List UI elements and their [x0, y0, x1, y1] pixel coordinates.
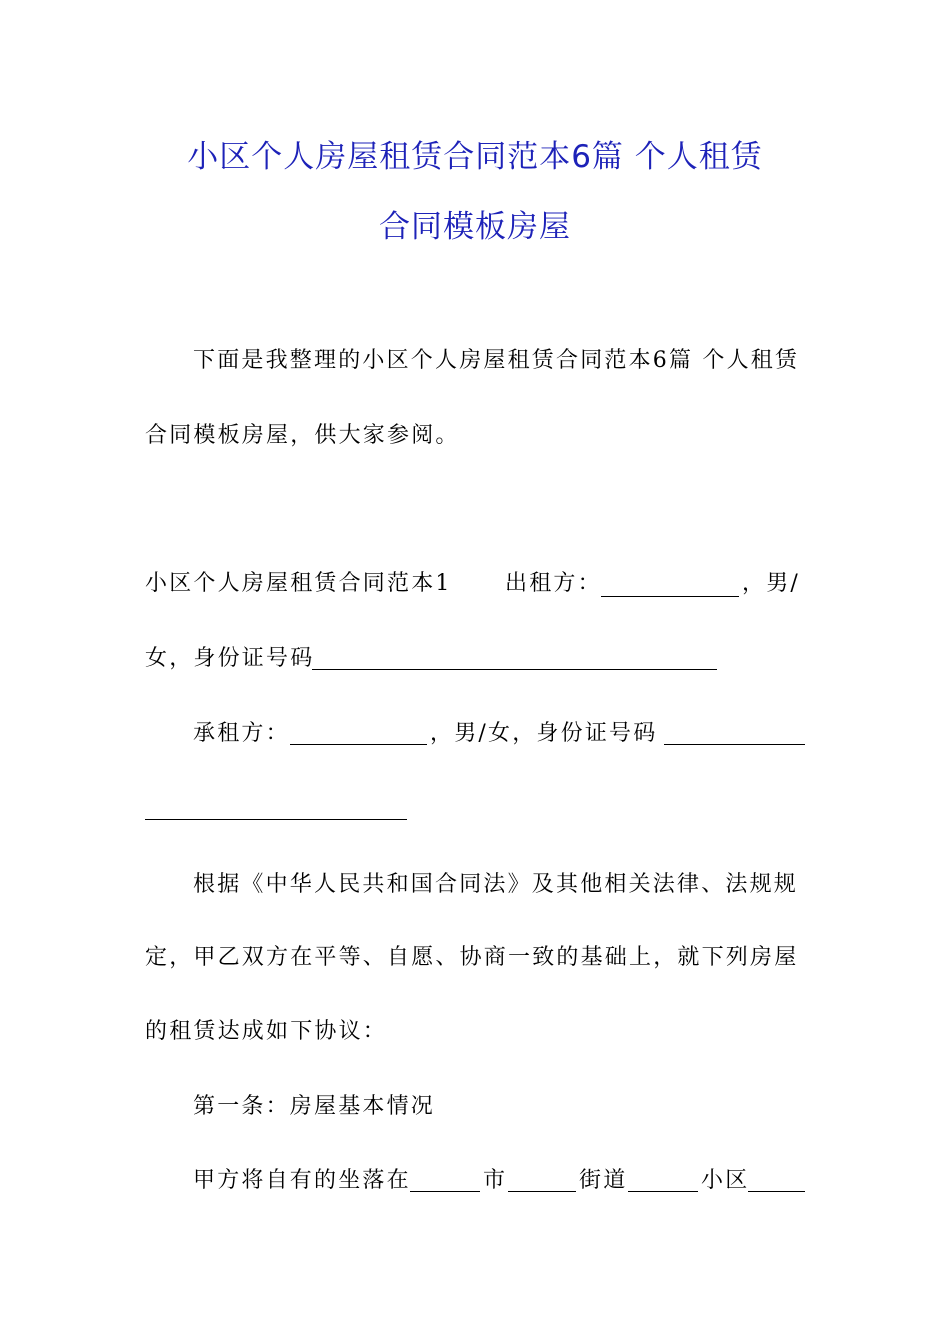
lessee-gender-id-label: ，男/女，身份证号码 — [430, 721, 658, 746]
basis-line2: 定，甲乙双方在平等、自愿、协商一致的基础上，就下列房屋 — [145, 945, 799, 970]
lessor-gender: ，男/ — [742, 571, 801, 596]
lessee-label: 承租方： — [193, 721, 290, 746]
address-unit-blank — [748, 1191, 805, 1192]
lessee-name-blank — [290, 744, 427, 745]
address-community-label: 小区 — [701, 1168, 750, 1193]
lessor-id-blank — [312, 669, 717, 670]
lessee-id-blank-1 — [664, 744, 805, 745]
basis-line1: 根据《中华人民共和国合同法》及其他相关法律、法规规 — [193, 872, 799, 897]
lessee-id-blank-2 — [145, 819, 407, 820]
intro-line2: 合同模板房屋，供大家参阅。 — [145, 423, 460, 448]
lessor-name-blank — [601, 596, 739, 597]
lessor-id-label: 女，身份证号码 — [145, 646, 315, 671]
basis-line3: 的租赁达成如下协议： — [145, 1019, 388, 1044]
article1-title: 第一条：房屋基本情况 — [193, 1094, 436, 1119]
address-street-label: 街道 — [579, 1168, 628, 1193]
address-city-label: 市 — [483, 1168, 508, 1193]
address-prefix: 甲方将自有的坐落在 — [193, 1168, 411, 1193]
document-title-line2: 合同模板房屋 — [379, 209, 571, 245]
address-city-blank — [410, 1191, 480, 1192]
document-title-line1: 小区个人房屋租赁合同范本6篇 个人租赁 — [187, 139, 763, 175]
intro-line1: 下面是我整理的小区个人房屋租赁合同范本6篇 个人租赁 — [193, 348, 800, 373]
address-community-blank — [628, 1191, 698, 1192]
section1-heading: 小区个人房屋租赁合同范本1 — [145, 571, 452, 596]
address-street-blank — [508, 1191, 576, 1192]
lessor-label: 出租方： — [505, 571, 602, 596]
